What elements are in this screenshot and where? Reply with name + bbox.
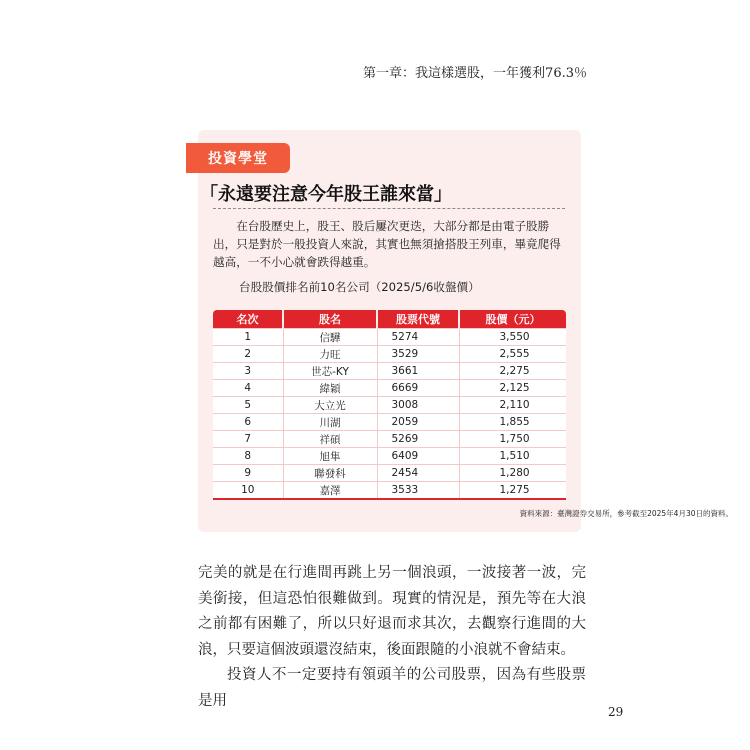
cell-rank: 2 [213, 346, 283, 363]
cell-price: 2,110 [459, 397, 566, 414]
cell-rank: 9 [213, 465, 283, 482]
cell-stock-name: 聯發科 [283, 465, 377, 482]
column-header-code: 股票代號 [377, 310, 459, 329]
cell-stock-code: 2059 [377, 414, 459, 431]
cell-stock-code: 5269 [377, 431, 459, 448]
page-number: 29 [608, 705, 624, 719]
cell-rank: 7 [213, 431, 283, 448]
cell-rank: 6 [213, 414, 283, 431]
cell-rank: 4 [213, 380, 283, 397]
cell-stock-name: 旭隼 [283, 448, 377, 465]
column-header-price: 股價（元） [459, 310, 566, 329]
table-caption: 台股股價排名前10名公司（2025/5/6收盤價） [239, 280, 480, 294]
table-row [213, 346, 566, 363]
table-header-row [213, 310, 566, 329]
cell-price: 1,275 [459, 482, 566, 500]
table-row [213, 329, 566, 346]
cell-price: 2,555 [459, 346, 566, 363]
table-row [213, 448, 566, 465]
cell-rank: 5 [213, 397, 283, 414]
table-row [213, 380, 566, 397]
table-row [213, 363, 566, 380]
table-row [213, 465, 566, 482]
running-header: 第一章：我這樣選股，一年獲利76.3％ [363, 66, 587, 81]
cell-stock-name: 川湖 [283, 414, 377, 431]
cell-stock-code: 3533 [377, 482, 459, 500]
cell-rank: 10 [213, 482, 283, 500]
table-row [213, 414, 566, 431]
stock-ranking-table [213, 310, 566, 500]
cell-stock-name: 祥碩 [283, 431, 377, 448]
cell-rank: 1 [213, 329, 283, 346]
cell-stock-name: 緯穎 [283, 380, 377, 397]
cell-stock-name: 嘉澤 [283, 482, 377, 500]
column-header-rank: 名次 [213, 310, 283, 329]
body-paragraph: 投資人不一定要持有領頭羊的公司股票，因為有些股票是用 [198, 667, 586, 709]
table-row [213, 482, 566, 500]
sidebar-title: 「永遠要注意今年股王誰來當」 [200, 184, 452, 205]
cell-stock-name: 大立光 [283, 397, 377, 414]
cell-price: 2,125 [459, 380, 566, 397]
body-text [198, 561, 586, 714]
cell-price: 1,855 [459, 414, 566, 431]
table-row [213, 431, 566, 448]
cell-stock-name: 信驊 [283, 329, 377, 346]
body-paragraph: 完美的就是在行進間再跳上另一個浪頭，一波接著一波，完美銜接，但這恐怕很難做到。現實的情況是，預先等在大浪之前都有困難了，所以只好退而求其次，去觀察行進間的大浪，只要這個波頭還沒結束，後面跟隨的小浪就不會結束。 [198, 565, 586, 658]
cell-price: 3,550 [459, 329, 566, 346]
sidebar-tag: 投資學堂 [186, 143, 290, 173]
cell-stock-code: 6409 [377, 448, 459, 465]
cell-stock-code: 3529 [377, 346, 459, 363]
cell-stock-name: 世芯-KY [283, 363, 377, 380]
table-row [213, 397, 566, 414]
cell-rank: 3 [213, 363, 283, 380]
cell-stock-code: 6669 [377, 380, 459, 397]
column-header-name: 股名 [283, 310, 377, 329]
cell-stock-code: 5274 [377, 329, 459, 346]
cell-rank: 8 [213, 448, 283, 465]
dashed-divider [213, 208, 565, 209]
cell-stock-name: 力旺 [283, 346, 377, 363]
cell-stock-code: 2454 [377, 465, 459, 482]
cell-stock-code: 3661 [377, 363, 459, 380]
sidebar-intro-text: 在台股歷史上，股王、股后屢次更迭，大部分都是由電子股勝出，只是對於一般投資人來說，其實也無須搶搭股王列車，畢竟爬得越高，一不小心就會跌得越重。 [213, 219, 561, 269]
cell-stock-code: 3008 [377, 397, 459, 414]
data-source-note: 資料來源：臺灣證券交易所，參考截至2025年4月30日的資料。 [519, 509, 733, 518]
cell-price: 1,750 [459, 431, 566, 448]
cell-price: 1,510 [459, 448, 566, 465]
cell-price: 2,275 [459, 363, 566, 380]
sidebar-intro [213, 217, 569, 271]
cell-price: 1,280 [459, 465, 566, 482]
